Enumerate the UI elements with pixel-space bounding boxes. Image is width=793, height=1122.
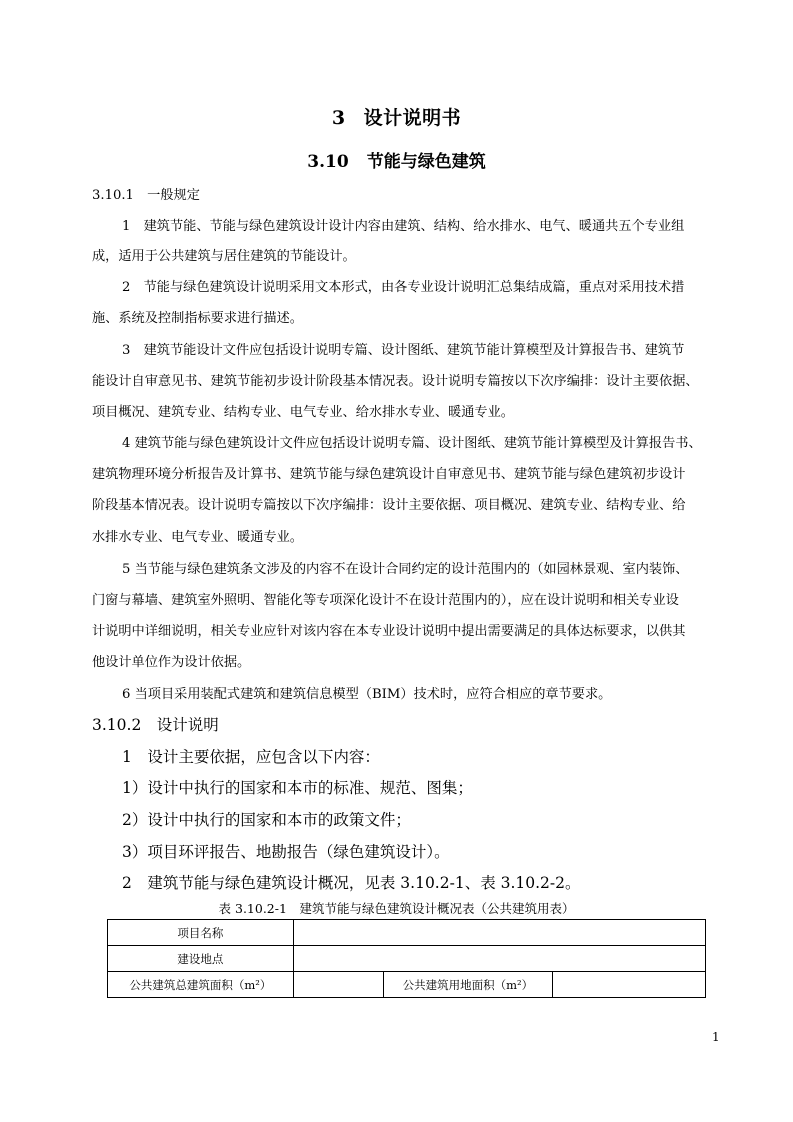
list-item: 2 建筑节能与绿色建筑设计概况，见表 3.10.2-1、表 3.10.2-2。 [122,874,581,892]
table-row [108,920,706,946]
paragraph-line: 阶段基本情况表。设计说明专篇按以下次序编排：设计主要依据、项目概况、建筑专业、结构专业、给 [92,498,686,513]
paragraph-line: 建筑物理环境分析报告及计算书、建筑节能与绿色建筑设计自审意见书、建筑节能与绿色建筑初步设计 [92,467,686,482]
table-cell-value [293,920,705,946]
chapter-heading [0,103,793,130]
paragraph-line: 项目概况、建筑专业、结构专业、电气专业、给水排水专业、暖通专业。 [92,405,514,420]
list-item: 3）项目环评报告、地勘报告（绿色建筑设计）。 [122,843,450,861]
table-cell-label: 公共建筑总建筑面积（m²） [108,972,294,998]
table-cell-label: 项目名称 [108,920,294,946]
paragraph-line: 计说明中详细说明，相关专业应针对该内容在本专业设计说明中提出需要满足的具体达标要求，以供其 [92,624,686,639]
paragraph-line: 他设计单位作为设计依据。 [92,655,251,670]
paragraph-line: 施、系统及控制指标要求进行描述。 [92,311,303,326]
subsection-title-general: 3.10.1 一般规定 [92,188,200,203]
paragraph-line: 6 当项目采用装配式建筑和建筑信息模型（BIM）技术时，应符合相应的章节要求。 [122,687,612,702]
paragraph-line: 门窗与幕墙、建筑室外照明、智能化等专项深化设计不在设计范围内的），应在设计说明和相关专业设 [92,593,679,608]
paragraph-line: 能设计自审意见书、建筑节能初步设计阶段基本情况表。设计说明专篇按以下次序编排：设计主要依据、 [92,374,699,389]
paragraph-line: 成，适用于公共建筑与居住建筑的节能设计。 [92,249,356,264]
section-number: 3.10 [307,152,349,172]
list-item: 1）设计中执行的国家和本市的标准、规范、图集； [122,779,473,797]
paragraph-line: 3 建筑节能设计文件应包括设计说明专篇、设计图纸、建筑节能计算模型及计算报告书、建筑节 [122,343,685,358]
paragraph-line: 4 建筑节能与绿色建筑设计文件应包括设计说明专篇、设计图纸、建筑节能计算模型及计算报告书、 [122,436,702,451]
table-cell-value [553,972,706,998]
table-row [108,972,706,998]
list-item: 2）设计中执行的国家和本市的政策文件； [122,811,411,829]
subsection-title-design-notes: 3.10.2 设计说明 [92,716,219,734]
page-number: 1 [712,1030,720,1044]
chapter-number: 3 [331,107,346,129]
section-heading [0,147,793,172]
list-item: 1 设计主要依据，应包含以下内容： [122,748,380,766]
paragraph-line: 5 当节能与绿色建筑条文涉及的内容不在设计合同约定的设计范围内的（如园林景观、室内装饰、 [122,562,689,577]
table-cell-value [293,946,705,972]
chapter-title: 设计说明书 [363,107,462,129]
table-cell-label: 公共建筑用地面积（m²） [383,972,553,998]
overview-table [107,919,706,998]
table-caption: 表 3.10.2-1 建筑节能与绿色建筑设计概况表（公共建筑用表） [218,901,575,916]
table-row [108,946,706,972]
table-cell-value [293,972,383,998]
paragraph-line: 水排水专业、电气专业、暖通专业。 [92,530,303,545]
section-title: 节能与绿色建筑 [366,152,486,172]
paragraph-line: 1 建筑节能、节能与绿色建筑设计设计内容由建筑、结构、给水排水、电气、暖通共五个专业组 [122,219,685,234]
paragraph-line: 2 节能与绿色建筑设计说明采用文本形式，由各专业设计说明汇总集结成篇，重点对采用技术措 [122,280,685,295]
table-cell-label: 建设地点 [108,946,294,972]
